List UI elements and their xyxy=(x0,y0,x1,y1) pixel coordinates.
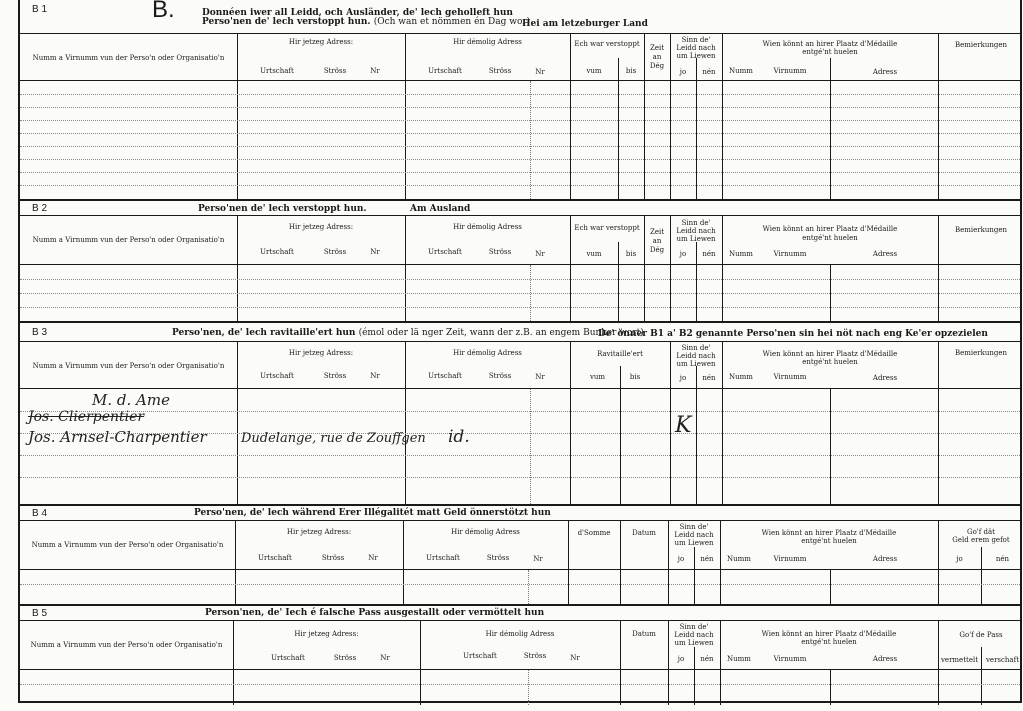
header-adress: Adress xyxy=(872,68,898,76)
dotted-divider xyxy=(530,81,531,199)
section-b5 xyxy=(20,604,1020,703)
header-urtschaft: Urtschaft xyxy=(428,372,462,380)
header-alive: Sinn de' xyxy=(679,523,709,531)
header-money-back: Go'f dät xyxy=(966,528,995,536)
header-nr: Nr xyxy=(535,68,545,76)
header-numm: Numm xyxy=(727,555,751,563)
header-former-address: Hir démolig Adress xyxy=(453,38,522,46)
section-title: Person'nen, de' Iech é falsche Pass ausgestallt oder vermöttelt hun xyxy=(205,608,545,618)
header-virnumm: Virnumm xyxy=(773,67,807,75)
header-medal: Wien könnt an hirer Plaatz d'Médaille xyxy=(762,225,898,233)
header-urtschaft: Urtschaft xyxy=(271,654,305,662)
dotted-divider xyxy=(528,670,529,705)
col-divider xyxy=(938,216,939,264)
header-former-address: Hir démolig Adress xyxy=(485,630,555,638)
header-medal: Wien könnt an hirer Plaatz d'Médaille xyxy=(761,529,897,537)
col-divider xyxy=(568,570,569,606)
header-remarks: Bemierkungen xyxy=(954,349,1008,357)
section-code: B 1 xyxy=(32,4,48,15)
col-divider xyxy=(830,389,831,506)
header-alive: Sinn de' xyxy=(679,623,709,631)
section-title xyxy=(172,328,644,338)
header-nr: Nr xyxy=(370,372,380,380)
entry-rows xyxy=(20,670,1020,705)
header-time: an xyxy=(652,53,662,61)
header-urtschaft: Urtschaft xyxy=(463,652,497,660)
header-money-back: Geld erem gefot xyxy=(952,536,1010,544)
col-divider xyxy=(237,389,238,506)
header-urtschaft: Urtschaft xyxy=(260,248,294,256)
header-adress: Adress xyxy=(872,655,898,663)
header-urtschaft: Urtschaft xyxy=(428,67,462,75)
col-divider xyxy=(235,570,236,606)
header-stross: Ströss xyxy=(523,652,547,660)
col-divider xyxy=(670,265,671,323)
row-line xyxy=(20,477,1020,478)
section-title: Perso'nen, de' lech während Erer Illégalitét matt Geld önnerstötzt hun xyxy=(194,508,551,518)
header-yes: jo xyxy=(679,250,687,258)
header-stross: Ströss xyxy=(486,554,510,562)
section-b1 xyxy=(20,0,1020,199)
entry-rows xyxy=(20,570,1020,606)
header-numm: Numm xyxy=(727,655,751,663)
header-adress: Adress xyxy=(872,250,898,258)
header-nr: Nr xyxy=(380,654,390,662)
header-to: bis xyxy=(629,373,641,381)
section-code: B 2 xyxy=(32,203,48,214)
handwritten-mark: K xyxy=(675,413,692,438)
header-no: nén xyxy=(995,555,1010,563)
handwritten-name-struck: Jos. Clierpentier xyxy=(28,409,145,425)
header-time: an xyxy=(652,237,662,245)
header-virnumm: Virnumm xyxy=(773,555,807,563)
row-line xyxy=(20,94,1020,95)
handwritten-former-address: id. xyxy=(448,427,470,447)
col-divider xyxy=(570,81,571,199)
header-medal: Wien könnt an hirer Plaatz d'Médaille xyxy=(762,350,898,358)
header-alive: um Liewen xyxy=(674,539,714,547)
col-divider xyxy=(644,265,645,323)
header-alive: Sinn de' xyxy=(681,344,711,352)
header-urtschaft: Urtschaft xyxy=(260,372,294,380)
header-numm: Numm xyxy=(729,373,753,381)
dotted-divider xyxy=(528,570,529,606)
col-divider xyxy=(981,670,982,705)
row-line xyxy=(20,185,1020,186)
col-divider xyxy=(938,81,939,199)
header-numm: Numm xyxy=(729,67,753,75)
header-yes: jo xyxy=(679,374,687,382)
col-divider xyxy=(620,621,621,669)
header-nr: Nr xyxy=(570,654,580,662)
row-line xyxy=(20,411,1020,412)
header-time: Zeit xyxy=(649,228,665,236)
col-divider xyxy=(233,621,234,669)
col-divider xyxy=(696,81,697,199)
header-pass: Go'f de Pass xyxy=(959,631,1003,639)
header-hidden: Ech war verstoppt xyxy=(574,40,640,48)
col-divider xyxy=(722,81,723,199)
col-divider xyxy=(620,570,621,606)
header-stross: Ströss xyxy=(323,372,347,380)
section-title-note: (émol oder lä nger Zeit, wann der z.B. an engem Bunker wort) xyxy=(358,328,644,338)
header-to: bis xyxy=(625,250,637,258)
section-title-part: Perso'nen, de' lech ravitaille'ert hun xyxy=(172,328,356,338)
row-line xyxy=(20,120,1020,121)
col-divider xyxy=(405,265,406,323)
section-title xyxy=(202,17,530,27)
header-current-address: Hir jetzeg Adress: xyxy=(294,630,359,638)
col-divider xyxy=(722,389,723,506)
header-former-address: Hir démolig Adress xyxy=(453,349,522,357)
handwritten-annotation: M. d. Ame xyxy=(92,391,170,409)
header-former-address: Hir démolig Adress xyxy=(453,223,522,231)
header-alive: Leidd nach xyxy=(676,227,716,235)
header-current-address: Hir jetzeg Adress: xyxy=(288,349,354,357)
header-stross: Ströss xyxy=(333,654,357,662)
col-divider xyxy=(830,265,831,323)
header-date: Datum xyxy=(632,630,656,638)
section-code: B 3 xyxy=(32,327,48,338)
col-divider xyxy=(938,670,939,705)
col-divider xyxy=(696,265,697,323)
col-divider xyxy=(644,81,645,199)
header-from: vum xyxy=(586,250,602,258)
header-medal: entgé'nt huelen xyxy=(802,358,858,366)
header-virnumm: Virnumm xyxy=(773,373,807,381)
section-title: Hei am letzeburger Land xyxy=(522,19,648,29)
header-time: Dég xyxy=(649,246,665,254)
col-divider xyxy=(938,389,939,506)
col-divider xyxy=(668,670,669,705)
header-stross: Ströss xyxy=(321,554,345,562)
row-line xyxy=(20,455,1020,456)
dotted-divider xyxy=(530,389,531,506)
header-alive: Leidd nach xyxy=(674,531,714,539)
header-nr: Nr xyxy=(535,250,545,258)
header-urtschaft: Urtschaft xyxy=(260,67,294,75)
header-medal: Wien könnt an hirer Plaatz d'Médaille xyxy=(762,40,898,48)
form-letter: B. xyxy=(152,0,175,23)
header-former-address: Hir démolig Adress xyxy=(451,528,520,536)
header-alive: Leidd nach xyxy=(674,631,714,639)
col-divider xyxy=(938,265,939,323)
header-alive: um Liewen xyxy=(676,235,716,243)
col-divider xyxy=(620,389,621,506)
header-to: bis xyxy=(625,67,637,75)
row-line xyxy=(20,279,1020,280)
column-header xyxy=(20,620,1020,670)
header-current-address: Hir jetzeg Adress: xyxy=(288,38,354,46)
section-title: Donnéen iwer all Leidd, och Ausländer, de' lech geholleft hun xyxy=(202,8,513,18)
header-medal: entgé'nt huelen xyxy=(801,537,857,545)
header-name: Numm a Virnumm vun der Perso'n oder Organisatio'n xyxy=(31,541,224,549)
header-yes: jo xyxy=(956,555,963,563)
row-line xyxy=(20,307,1020,308)
section-code: B 5 xyxy=(32,608,48,619)
header-nr: Nr xyxy=(533,555,543,563)
header-name: Numm a Virnumm vun der Perso'n oder Organisatio'n xyxy=(32,362,225,370)
col-divider xyxy=(694,570,695,606)
row-line xyxy=(20,172,1020,173)
header-yes: jo xyxy=(677,555,685,563)
header-medal: entgé'nt huelen xyxy=(802,48,858,56)
col-divider xyxy=(403,570,404,606)
header-no: nén xyxy=(702,250,716,258)
header-current-address: Hir jetzeg Adress: xyxy=(286,528,352,536)
header-alive: Sinn de' xyxy=(681,219,711,227)
row-line xyxy=(20,159,1020,160)
row-line xyxy=(20,584,1020,585)
col-divider xyxy=(938,570,939,606)
section-b2 xyxy=(20,199,1020,321)
col-divider xyxy=(830,81,831,199)
handwritten-locality: Dudelange, rue de Zouffgen xyxy=(241,431,426,446)
col-divider xyxy=(720,570,721,606)
row-line xyxy=(20,146,1020,147)
col-divider xyxy=(618,265,619,323)
row-line xyxy=(20,293,1020,294)
header-alive: Sinn de' xyxy=(681,36,711,44)
section-title: Perso'nen de' lech verstoppt hun. xyxy=(198,204,367,214)
row-line xyxy=(20,684,1020,685)
header-mediated: vermettelt xyxy=(940,656,979,664)
header-supplied: Ravitaille'ert xyxy=(597,350,643,358)
section-title: Am Ausland xyxy=(410,204,471,214)
col-divider xyxy=(420,621,421,669)
section-title-part: Perso'nen de' lech verstoppt hun. xyxy=(202,17,371,27)
header-no: nén xyxy=(702,374,716,382)
header-no: nén xyxy=(700,555,714,563)
header-name: Numm a Virnumm vun der Perso'n oder Organisatio'n xyxy=(30,641,223,649)
header-urtschaft: Urtschaft xyxy=(258,554,292,562)
section-b4 xyxy=(20,504,1020,604)
header-nr: Nr xyxy=(370,67,380,75)
header-yes: jo xyxy=(679,68,687,76)
header-stross: Ströss xyxy=(488,67,512,75)
header-date: Datum xyxy=(632,529,656,537)
header-nr: Nr xyxy=(535,373,545,381)
col-divider xyxy=(237,265,238,323)
header-alive: um Liewen xyxy=(676,360,716,368)
header-urtschaft: Urtschaft xyxy=(426,554,460,562)
col-divider xyxy=(233,670,234,705)
header-stross: Ströss xyxy=(323,67,347,75)
header-medal: entgé'nt huelen xyxy=(801,638,857,646)
col-divider xyxy=(405,389,406,506)
header-no: nén xyxy=(700,655,714,663)
header-nr: Nr xyxy=(370,248,380,256)
entry-rows xyxy=(20,389,1020,506)
header-virnumm: Virnumm xyxy=(773,655,807,663)
header-nr: Nr xyxy=(368,554,378,562)
header-stross: Ströss xyxy=(488,372,512,380)
header-name: Numm a Virnumm vun der Perso'n oder Organisatio'n xyxy=(32,54,225,62)
col-divider xyxy=(722,265,723,323)
col-divider xyxy=(696,389,697,506)
col-divider xyxy=(670,389,671,506)
header-time: Dég xyxy=(649,62,665,70)
header-from: vum xyxy=(586,67,602,75)
col-divider xyxy=(620,670,621,705)
header-procured: verschaft xyxy=(985,656,1020,664)
column-header xyxy=(20,341,1020,389)
header-from: vum xyxy=(589,373,606,381)
header-adress: Adress xyxy=(872,374,898,382)
header-medal: entgé'nt huelen xyxy=(802,234,858,242)
col-divider xyxy=(570,342,571,388)
header-virnumm: Virnumm xyxy=(773,250,807,258)
col-divider xyxy=(570,389,571,506)
header-stross: Ströss xyxy=(488,248,512,256)
col-divider xyxy=(670,81,671,199)
entry-rows xyxy=(20,81,1020,199)
header-urtschaft: Urtschaft xyxy=(428,248,462,256)
col-divider xyxy=(981,570,982,606)
col-divider xyxy=(720,670,721,705)
col-divider xyxy=(618,81,619,199)
header-alive: um Liewen xyxy=(674,639,714,647)
section-title-note: (Och wan et nömmen én Dag wor) xyxy=(373,17,531,27)
header-adress: Adress xyxy=(872,555,898,563)
header-medal: Wien könnt an hirer Plaatz d'Médaille xyxy=(761,630,897,638)
header-alive: Leidd nach xyxy=(676,44,716,52)
header-current-address: Hir jetzeg Adress: xyxy=(288,223,354,231)
col-divider xyxy=(668,570,669,606)
survey-form-page xyxy=(18,0,1022,703)
header-name: Numm a Virnumm vun der Perso'n oder Organisatio'n xyxy=(32,236,225,244)
header-alive: Leidd nach xyxy=(676,352,716,360)
col-divider xyxy=(830,570,831,606)
col-divider xyxy=(694,670,695,705)
header-yes: jo xyxy=(677,655,685,663)
col-divider xyxy=(830,58,831,80)
entry-rows xyxy=(20,265,1020,323)
header-no: nén xyxy=(702,68,716,76)
header-time: Zeit xyxy=(649,44,665,52)
row-line xyxy=(20,133,1020,134)
column-header xyxy=(20,520,1020,570)
col-divider xyxy=(830,670,831,705)
column-header xyxy=(20,215,1020,265)
col-divider xyxy=(237,81,238,199)
header-stross: Ströss xyxy=(323,248,347,256)
handwritten-name: Jos. Arnsel-Charpentier xyxy=(28,428,207,446)
section-title: De' önner B1 a' B2 genannte Perso'nen sin hei nöt nach eng Ke'er opzezielen xyxy=(598,329,988,339)
column-header xyxy=(20,33,1020,81)
header-sum: d'Somme xyxy=(577,529,611,537)
header-numm: Numm xyxy=(729,250,753,258)
header-remarks: Bemierkungen xyxy=(954,41,1008,49)
header-remarks: Bemierkungen xyxy=(954,226,1008,234)
section-code: B 4 xyxy=(32,508,48,519)
col-divider xyxy=(405,81,406,199)
row-line xyxy=(20,107,1020,108)
header-hidden: Ech war verstoppt xyxy=(574,224,640,232)
col-divider xyxy=(420,670,421,705)
dotted-divider xyxy=(530,265,531,323)
section-b3 xyxy=(20,321,1020,504)
header-alive: um Liewen xyxy=(676,52,716,60)
col-divider xyxy=(570,265,571,323)
